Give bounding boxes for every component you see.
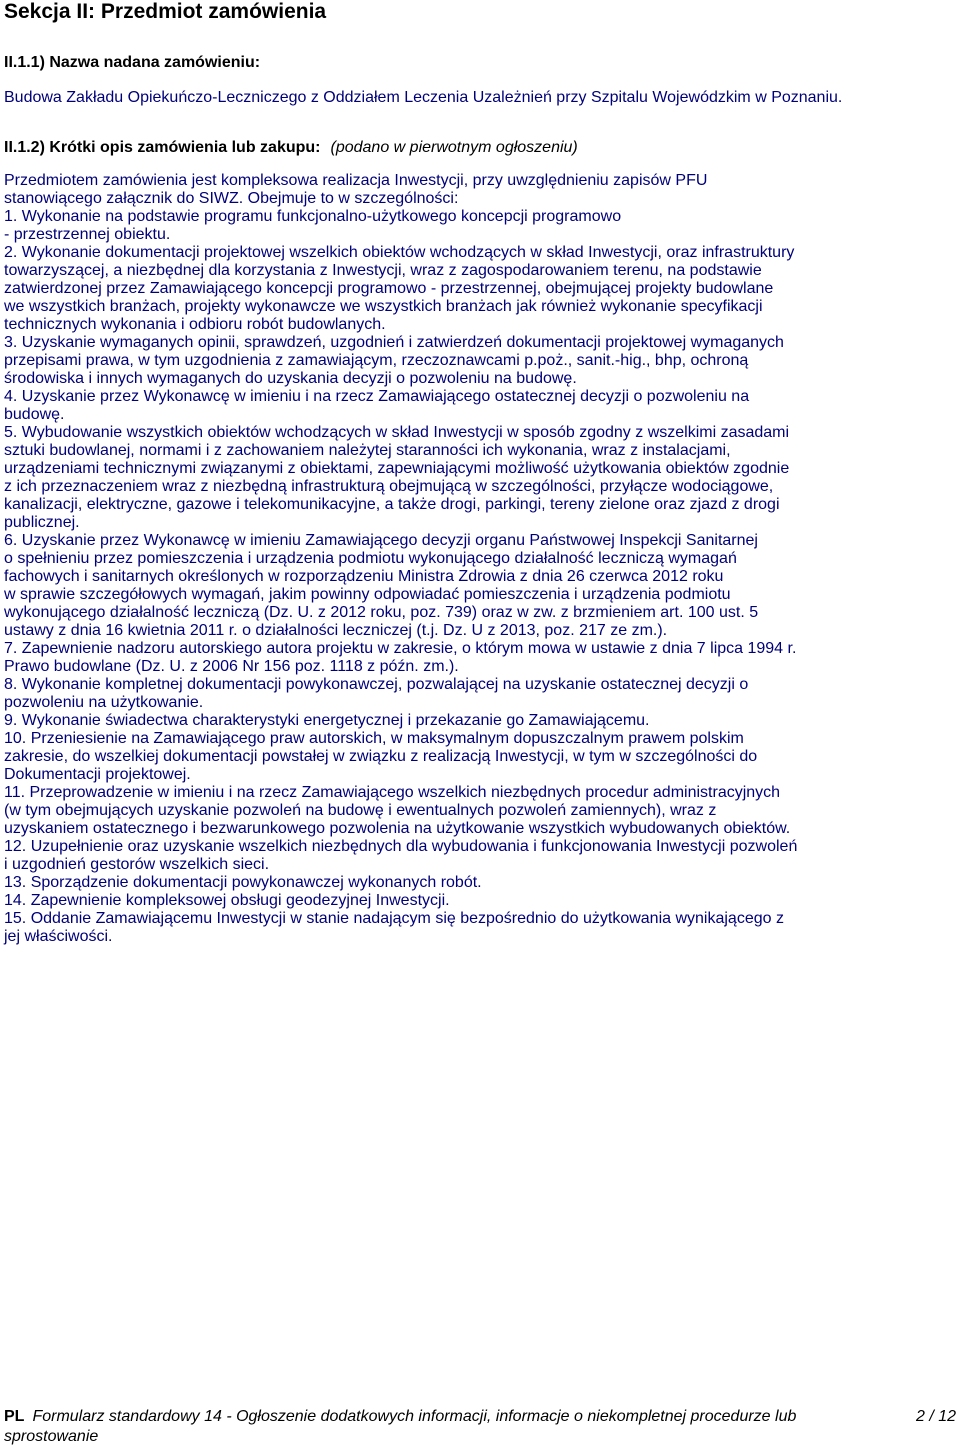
description-line: (w tym obejmujących uzyskanie pozwoleń na budowę i ewentualnych pozwoleń zamiennych), wraz z bbox=[4, 802, 717, 819]
description-line: we wszystkich branżach, projekty wykonawcze we wszystkich branżach jak również wykonanie specyfikacji bbox=[4, 298, 763, 315]
description-line: 14. Zapewnienie kompleksowej obsługi geodezyjnej Inwestycji. bbox=[4, 892, 450, 909]
description-line: stanowiącego załącznik do SIWZ. Obejmuje to w szczególności: bbox=[4, 190, 459, 207]
footer-lang: PL bbox=[4, 1408, 25, 1425]
description-line: jej właściwości. bbox=[4, 928, 113, 945]
page-footer bbox=[4, 1407, 956, 1447]
description-line: 10. Przeniesienie na Zamawiającego praw autorskich, w maksymalnym dopuszczalnym prawem polskim bbox=[4, 730, 744, 747]
document-page bbox=[4, 0, 956, 946]
description-line: 6. Uzyskanie przez Wykonawcę w imieniu Zamawiającego decyzji organu Państwowej Inspekcji Sanitarnej bbox=[4, 532, 758, 549]
field-label-description-text: II.1.2) Krótki opis zamówienia lub zakupu: bbox=[4, 139, 321, 156]
description-line: przepisami prawa, w tym uzgodnienia z zamawiającym, rzeczoznawcami p.poż., sanit.-hig., bhp, ochroną bbox=[4, 352, 749, 369]
field-label-description bbox=[4, 138, 956, 158]
page-number: 2 / 12 bbox=[915, 1408, 956, 1425]
description-line: towarzyszącej, a niezbędnej dla korzystania z Inwestycji, wraz z zagospodarowaniem terenu, na podstawie bbox=[4, 262, 762, 279]
description-line: Przedmiotem zamówienia jest kompleksowa realizacja Inwestycji, przy uwzględnieniu zapisów PFU bbox=[4, 172, 708, 189]
description-line: budowę. bbox=[4, 406, 65, 423]
description-line: fachowych i sanitarnych określonych w rozporządzeniu Ministra Zdrowia z dnia 26 czerwca 2012 roku bbox=[4, 568, 724, 585]
description-line: 15. Oddanie Zamawiającemu Inwestycji w stanie nadającym się bezpośrednio do użytkowania wynikającego z bbox=[4, 910, 784, 927]
description-line: Dokumentacji projektowej. bbox=[4, 766, 191, 783]
description-line: technicznych wykonania i odbioru robót budowlanych. bbox=[4, 316, 386, 333]
description-line: ustawy z dnia 16 kwietnia 2011 r. o działalności leczniczej (t.j. Dz. U z 2013, poz. 217 ze zm.). bbox=[4, 622, 668, 639]
description-line: z ich przeznaczeniem wraz z niezbędną infrastrukturą obejmującą w szczególności, przyłącze wodociągowe, bbox=[4, 478, 774, 495]
description-line: kanalizacji, elektryczne, gazowe i telekomunikacyjne, a także drogi, parkingi, tereny zielone oraz zjazd z drogi bbox=[4, 496, 780, 513]
description-line: Prawo budowlane (Dz. U. z 2006 Nr 156 poz. 1118 z późn. zm.). bbox=[4, 658, 459, 675]
field-label-note: (podano w pierwotnym ogłoszeniu) bbox=[330, 139, 578, 156]
section-title: Sekcja II: Przedmiot zamówienia bbox=[4, 0, 327, 23]
description-line: wykonującego działalność leczniczą (Dz. U. z 2012 roku, poz. 739) oraz w zw. z brzmieniem art. 100 ust. 5 bbox=[4, 604, 759, 621]
description-line: w sprawie szczegółowych wymagań, jakim powinny odpowiadać pomieszczenia i urządzenia podmiotu bbox=[4, 586, 731, 603]
description-line: 4. Uzyskanie przez Wykonawcę w imieniu i na rzecz Zamawiającego ostatecznej decyzji o pozwoleniu na bbox=[4, 388, 750, 405]
footer-form-line bbox=[4, 1407, 884, 1447]
description-line: i uzgodnień gestorów wszelkich sieci. bbox=[4, 856, 270, 873]
description-line: zatwierdzonej przez Zamawiającego koncepcji programowo - przestrzennej, obejmującej projekty budowlane bbox=[4, 280, 774, 297]
description-line: 5. Wybudowanie wszystkich obiektów wchodzących w skład Inwestycji w sposób zgodny z wszelkimi zasadami bbox=[4, 424, 790, 441]
description-line: uzyskaniem ostatecznego i bezwarunkowego pozwolenia na użytkowanie wszystkich wybudowanych obiektów. bbox=[4, 820, 791, 837]
description-line: 3. Uzyskanie wymaganych opinii, sprawdzeń, uzgodnień i zatwierdzeń dokumentacji projektowej wymaganych bbox=[4, 334, 784, 351]
description-line: - przestrzennej obiektu. bbox=[4, 226, 171, 243]
description-line: środowiska i innych wymaganych do uzyskania decyzji o pozwoleniu na budowę. bbox=[4, 370, 577, 387]
description-line: 11. Przeprowadzenie w imieniu i na rzecz Zamawiającego wszelkich niezbędnych procedur administracyjnych bbox=[4, 784, 781, 801]
description-line: 12. Uzupełnienie oraz uzyskanie wszelkich niezbędnych dla wybudowania i funkcjonowania Inwestycji pozwoleń bbox=[4, 838, 798, 855]
description-line: publicznej. bbox=[4, 514, 80, 531]
description-line: sztuki budowlanej, normami i z zachowaniem należytej staranności ich wykonania, wraz z instalacjami, bbox=[4, 442, 731, 459]
description-line: urządzeniami technicznymi związanymi z obiektami, zapewniającymi możliwość użytkowania obiektów zgodnie bbox=[4, 460, 790, 477]
description-line: 13. Sporządzenie dokumentacji powykonawczej wykonanych robót. bbox=[4, 874, 482, 891]
description-line: zakresie, do wszelkiej dokumentacji powstałej w związku z realizacją Inwestycji, w tym w szczególności do bbox=[4, 748, 758, 765]
description-line: 8. Wykonanie kompletnej dokumentacji powykonawczej, pozwalającej na uzyskanie ostatecznej decyzji o bbox=[4, 676, 749, 693]
description-line: 9. Wykonanie świadectwa charakterystyki energetycznej i przekazanie go Zamawiającemu. bbox=[4, 712, 650, 729]
description-line: 1. Wykonanie na podstawie programu funkcjonalno-użytkowego koncepcji programowo bbox=[4, 208, 622, 225]
field-value-description bbox=[4, 172, 956, 946]
footer-form-name: Formularz standardowy 14 - Ogłoszenie dodatkowych informacji, informacje o niekompletnej procedurze lub sprostowanie bbox=[4, 1408, 797, 1445]
field-label-name: II.1.1) Nazwa nadana zamówieniu: bbox=[4, 54, 261, 71]
description-line: o spełnieniu przez pomieszczenia i urządzenia podmiotu wykonującego działalność leczniczą wymagań bbox=[4, 550, 737, 567]
description-line: 2. Wykonanie dokumentacji projektowej wszelkich obiektów wchodzących w skład Inwestycji, oraz infrastruktury bbox=[4, 244, 795, 261]
field-value-name: Budowa Zakładu Opiekuńczo-Leczniczego z Oddziałem Leczenia Uzależnień przy Szpitalu Wojewódzkim w Poznaniu. bbox=[4, 89, 843, 106]
description-line: pozwoleniu na użytkowanie. bbox=[4, 694, 204, 711]
description-line: 7. Zapewnienie nadzoru autorskiego autora projektu w zakresie, o którym mowa w ustawie z dnia 7 lipca 1994 r. bbox=[4, 640, 797, 657]
